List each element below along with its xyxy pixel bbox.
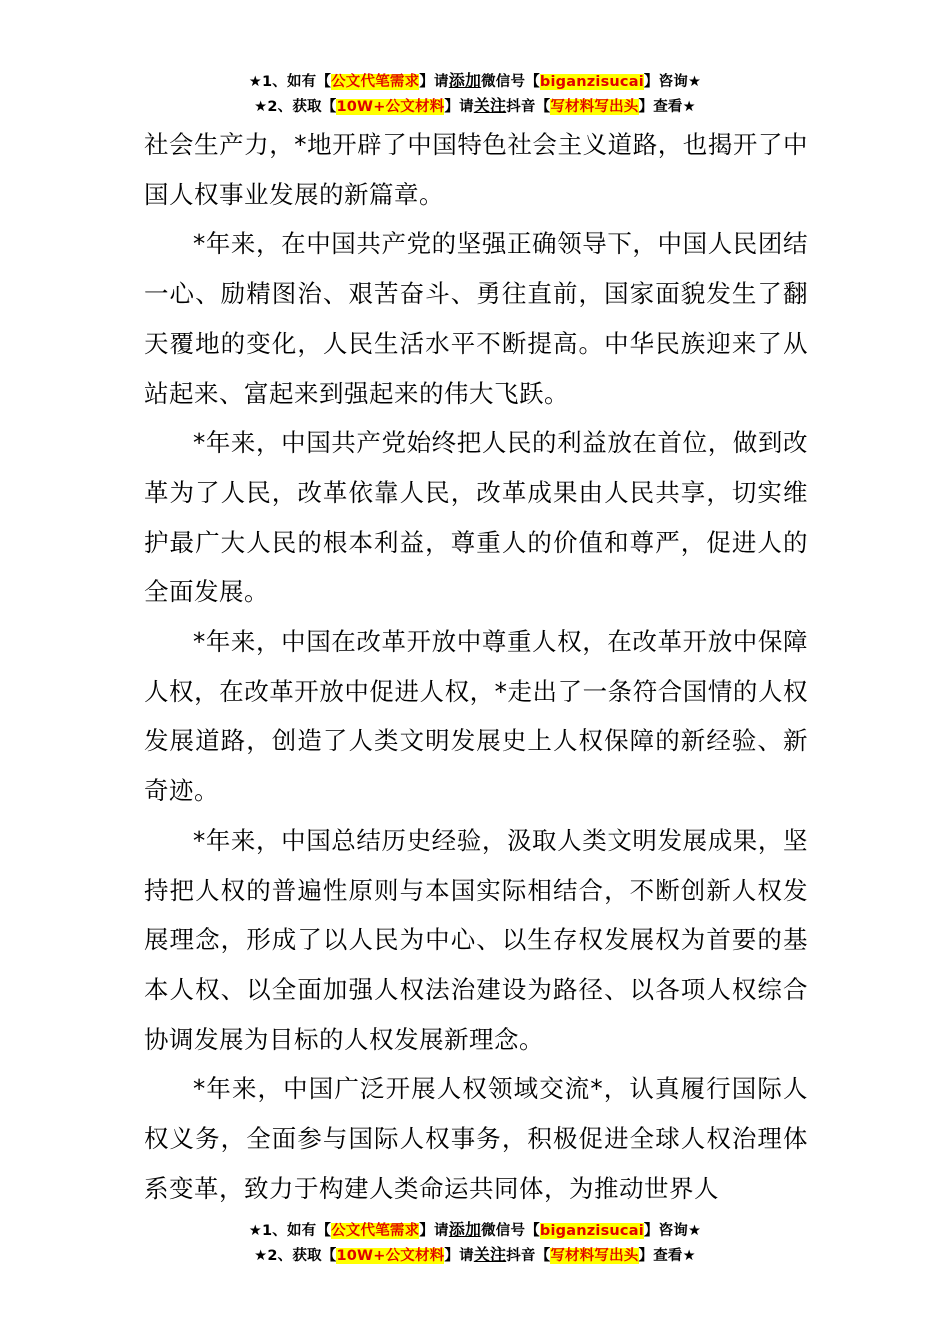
paragraph-continuation: 社会生产力，*地开辟了中国特色社会主义道路，也揭开了中国人权事业发展的新篇章。 bbox=[144, 130, 808, 209]
banner-text: 微信号【 bbox=[481, 1223, 540, 1239]
banner-text: ★1、如有【 bbox=[248, 74, 332, 90]
banner-highlight: 写材料写出头 bbox=[550, 1248, 639, 1264]
paragraph: *年来，在中国共产党的坚强正确领导下，中国人民团结一心、励精图治、艰苦奋斗、勇往直前，国家面貌发生了翻天覆地的变化，人民生活水平不断提高。中华民族迎来了从站起来、富起来到强起来的伟大飞跃。 bbox=[144, 229, 808, 408]
banner-underline: 添加 bbox=[448, 71, 482, 90]
banner-highlight: 10W+公文材料 bbox=[336, 1248, 445, 1264]
banner-underline: 添加 bbox=[448, 1220, 482, 1239]
banner-text: 】请 bbox=[419, 1223, 449, 1239]
paragraph: *年来，中国总结历史经验，汲取人类文明发展成果，坚持把人权的普遍性原则与本国实际相结合，不断创新人权发展理念，形成了以人民为中心、以生存权发展权为首要的基本人权、以全面加强人权法治建设为路径、以各项人权综合协调发展为目标的人权发展新理念。 bbox=[144, 825, 808, 1054]
paragraph: *年来，中国共产党始终把人民的利益放在首位，做到改革为了人民，改革依靠人民，改革成果由人民共享，切实维护最广大人民的根本利益，尊重人的价值和尊严，促进人的全面发展。 bbox=[144, 428, 808, 607]
banner-underline: 关注 bbox=[473, 96, 507, 115]
banner-line-2 bbox=[0, 1243, 950, 1268]
banner-highlight: biganzisucai bbox=[539, 1223, 644, 1239]
banner-text: 】查看★ bbox=[638, 1248, 696, 1264]
banner-highlight: 10W+公文材料 bbox=[336, 99, 445, 115]
footer-banner bbox=[0, 1218, 950, 1268]
paragraph: *年来，中国广泛开展人权领域交流*，认真履行国际人权义务，全面参与国际人权事务，积极促进全球人权治理体系变革，致力于构建人类命运共同体，为推动世界人 bbox=[144, 1074, 808, 1203]
banner-text: ★1、如有【 bbox=[248, 1223, 332, 1239]
banner-text: 】请 bbox=[444, 99, 474, 115]
banner-highlight: 公文代笔需求 bbox=[331, 1223, 420, 1239]
banner-line-2 bbox=[0, 94, 950, 119]
banner-text: 】请 bbox=[419, 74, 449, 90]
banner-text: 】咨询★ bbox=[643, 1223, 702, 1239]
document-body bbox=[144, 120, 808, 1213]
banner-text: 抖音【 bbox=[506, 99, 551, 115]
banner-highlight: biganzisucai bbox=[539, 74, 644, 90]
banner-text: 】咨询★ bbox=[643, 74, 702, 90]
banner-text: ★2、获取【 bbox=[254, 99, 337, 115]
banner-text: 抖音【 bbox=[506, 1248, 551, 1264]
banner-text: ★2、获取【 bbox=[254, 1248, 337, 1264]
banner-text: 微信号【 bbox=[481, 74, 540, 90]
banner-highlight: 写材料写出头 bbox=[550, 99, 639, 115]
banner-line-1 bbox=[0, 1218, 950, 1243]
banner-highlight: 公文代笔需求 bbox=[331, 74, 420, 90]
banner-text: 】查看★ bbox=[638, 99, 696, 115]
banner-underline: 关注 bbox=[473, 1245, 507, 1264]
banner-text: 】请 bbox=[444, 1248, 474, 1264]
paragraph: *年来，中国在改革开放中尊重人权，在改革开放中保障人权，在改革开放中促进人权，*走出了一条符合国情的人权发展道路，创造了人类文明发展史上人权保障的新经验、新奇迹。 bbox=[144, 627, 808, 806]
header-banner bbox=[0, 69, 950, 119]
banner-line-1 bbox=[0, 69, 950, 94]
